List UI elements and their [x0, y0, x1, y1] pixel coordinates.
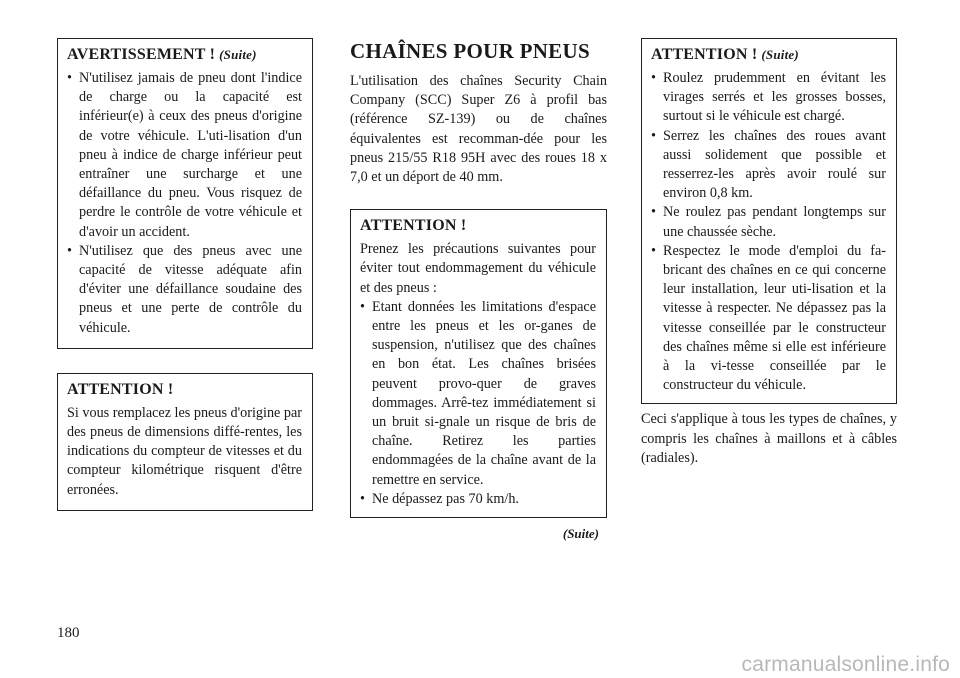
caution-intro: Prenez les précautions suivantes pour éviter tout endommagement du véhicule et des pneus : — [360, 241, 596, 296]
list-item: • N'utilisez que des pneus avec une capacité de vitesse adéquate afin d'éviter une défaillance soudaine des pneus et une perte de contrôle du véhicule. — [67, 242, 302, 338]
caution-title: ATTENTION ! — [360, 217, 467, 235]
caution-title: ATTENTION ! — [67, 380, 174, 398]
caution-box — [57, 373, 313, 511]
caution-text: Si vous remplacez les pneus d'origine par des pneus de dimensions diffé-rentes, les indications du compteur de vitesses et du compteur kilométrique risquent d'être erronées. — [67, 404, 303, 498]
column-left — [57, 38, 313, 511]
warning-box — [57, 38, 313, 349]
list-item: • Serrez les chaînes des roues avant aussi solidement que possible et resserrez-les après avoir roulé sur environ 0,8 km. — [651, 127, 886, 204]
continued-label: (Suite) — [219, 47, 257, 62]
caution-list — [360, 298, 596, 509]
page-number: 180 — [57, 625, 80, 641]
continued-label: (Suite) — [562, 526, 599, 542]
list-item: • N'utilisez jamais de pneu dont l'indice de charge ou la capacité est inférieur(e) à ceux des pneus d'origine de votre véhicule. L'uti-lisation d'un pneu à indice de charge inférieur peut entraîner une surcharge et une défaillance du pneu. Vous risquez de perdre le contrôle de votre véhicule et d'avoir un accident. — [67, 69, 302, 242]
caution-title: ATTENTION ! (Suite) — [651, 46, 799, 63]
caution-box — [641, 38, 897, 404]
list-item: • Ne dépassez pas 70 km/h. — [360, 490, 596, 509]
continued-label: (Suite) — [761, 47, 799, 62]
caution-box — [350, 209, 607, 518]
warning-list — [67, 69, 302, 338]
list-item: • Ne roulez pas pendant longtemps sur une chaussée sèche. — [651, 203, 886, 241]
list-item: • Etant données les limitations d'espace entre les pneus et les or-ganes de suspension, n'utilisez que des chaînes en bon état. Les chaînes brisées peuvent provo-quer de graves dommages. Arrê-tez immédiatement si un bruit si-gnale un risque de bris de chaîne. Retirez les parties endommagées de la chaîne avant de la remettre en service. — [360, 298, 596, 490]
watermark: carmanualsonline.info — [741, 653, 950, 676]
column-middle — [350, 38, 607, 542]
section-title: CHAÎNES POUR PNEUS — [350, 39, 590, 63]
column-right — [641, 38, 897, 468]
intro-paragraph: L'utilisation des chaînes Security Chain Company (SCC) Super Z6 à profil bas (référence SZ-139) ou de chaînes équivalentes est recomman-dée pour les pneus 215/55 R18 95H avec des roues 18 x 7,0 et un déport de 40 mm. — [350, 73, 607, 186]
outro-paragraph: Ceci s'applique à tous les types de chaînes, y compris les chaînes à maillons et à câbles (radiales). — [641, 411, 897, 466]
warning-title: AVERTISSEMENT ! (Suite) — [67, 46, 257, 63]
list-item: • Roulez prudemment en évitant les virages serrés et les grosses bosses, surtout si le véhicule est chargé. — [651, 69, 886, 127]
caution-list — [651, 69, 886, 395]
list-item: • Respectez le mode d'emploi du fa-bricant des chaînes en ce qui concerne leur installation, leur uti-lisation et la vitesse à respecter. Ne dépassez pas la vitesse conseillée par le constructeur des chaînes même si elle est inférieure à la vi-tesse conseillée par le constructeur du véhicule. — [651, 242, 886, 396]
